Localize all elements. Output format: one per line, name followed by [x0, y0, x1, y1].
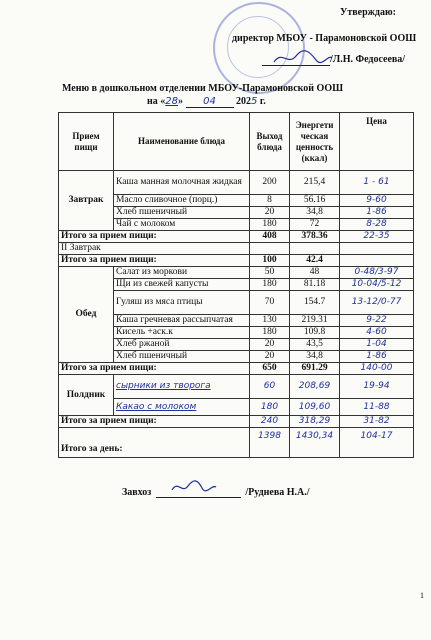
- dish-energy: 34,8: [290, 207, 340, 219]
- date-month: 04: [186, 96, 234, 108]
- total-output: 240: [250, 416, 290, 428]
- total-price: 22-35: [340, 231, 414, 243]
- total-price: 31-82: [340, 416, 414, 428]
- dish-energy: 109,60: [290, 399, 340, 416]
- total-energy: 691.29: [290, 363, 340, 375]
- dish-price: 1-86: [340, 207, 414, 219]
- dish-output: 20: [250, 207, 290, 219]
- dish-energy: 208,69: [290, 375, 340, 399]
- dish-name: Какао с молоком: [114, 399, 250, 416]
- day-total-price: 104-17: [340, 428, 414, 458]
- header-price: Цена: [340, 113, 414, 171]
- total-output: 650: [250, 363, 290, 375]
- footer-name: /Руднева Н.А./: [245, 487, 310, 498]
- total-label: Итого за прием пищи:: [59, 363, 250, 375]
- dish-energy: 109.8: [290, 327, 340, 339]
- dish-price: 0-48/3-97: [340, 267, 414, 279]
- table-row: [59, 243, 414, 255]
- total-label: Итого за прием пищи:: [59, 231, 250, 243]
- dish-energy: 56.16: [290, 195, 340, 207]
- dish-energy: 72: [290, 219, 340, 231]
- dish-output: 8: [250, 195, 290, 207]
- meal-snack: Полдник: [59, 375, 114, 416]
- table-total-row: [59, 363, 414, 375]
- dish-name: Хлеб ржаной: [114, 339, 250, 351]
- total-price: 140-00: [340, 363, 414, 375]
- dish-output: 180: [250, 279, 290, 291]
- day-total-energy: 1430,34: [290, 428, 340, 458]
- approval-name: /Л.Н. Федосеева/: [330, 54, 406, 65]
- dish-price: 1 - 61: [340, 171, 414, 195]
- header-energy: Энергети ческая ценность (ккал): [290, 113, 340, 171]
- dish-name: сырники из творога: [114, 375, 250, 399]
- table-row: [59, 375, 414, 399]
- table-total-row: [59, 416, 414, 428]
- dish-price: 1-04: [340, 339, 414, 351]
- page-number: 1: [420, 591, 424, 600]
- total-label: Итого за прием пищи:: [59, 416, 250, 428]
- footer-role: Завхоз: [122, 487, 152, 498]
- header-meal: Прием пищи: [59, 113, 114, 171]
- dish-output: 180: [250, 399, 290, 416]
- meal-breakfast: Завтрак: [59, 171, 114, 231]
- dish-name: Каша манная молочная жидкая: [114, 171, 250, 195]
- dish-price: 8-28: [340, 219, 414, 231]
- total-label: Итого за прием пищи:: [59, 255, 250, 267]
- table-day-total-row: [59, 428, 414, 458]
- dish-price: 9-60: [340, 195, 414, 207]
- storekeeper-signature: [170, 478, 218, 496]
- table-row: [59, 171, 414, 195]
- approval-title: Утверждаю:: [340, 7, 396, 18]
- table-header-row: [59, 113, 414, 171]
- dish-output: 70: [250, 291, 290, 315]
- dish-price: 19-94: [340, 375, 414, 399]
- dish-energy: 48: [290, 267, 340, 279]
- dish-name: Хлеб пшеничный: [114, 207, 250, 219]
- dish-energy: 34,8: [290, 351, 340, 363]
- dish-output: 200: [250, 171, 290, 195]
- dish-name: Масло сливочное (порц.): [114, 195, 250, 207]
- dish-energy: 81.18: [290, 279, 340, 291]
- date-day: 28: [165, 96, 178, 107]
- dish-name: Салат из моркови: [114, 267, 250, 279]
- meal-second-breakfast: II Завтрак: [59, 243, 250, 255]
- day-total-output: 1398: [250, 428, 290, 458]
- dish-output: 130: [250, 315, 290, 327]
- menu-title: Меню в дошкольном отделении МБОУ-Парамоновской ООШ: [62, 83, 344, 94]
- dish-name: Щи из свежей капусты: [114, 279, 250, 291]
- table-row: [59, 267, 414, 279]
- dish-output: 20: [250, 351, 290, 363]
- menu-date: на «28» 04 2025 г.: [147, 96, 266, 107]
- dish-price: 13-12/0-77: [340, 291, 414, 315]
- total-energy: 42.4: [290, 255, 340, 267]
- total-energy: 318,29: [290, 416, 340, 428]
- meal-lunch: Обед: [59, 267, 114, 363]
- total-output: 408: [250, 231, 290, 243]
- dish-output: 50: [250, 267, 290, 279]
- dish-price: 9-22: [340, 315, 414, 327]
- dish-name: Кисель +аск.к: [114, 327, 250, 339]
- dish-price: 4-60: [340, 327, 414, 339]
- dish-output: 60: [250, 375, 290, 399]
- dish-energy: 215,4: [290, 171, 340, 195]
- total-output: 100: [250, 255, 290, 267]
- date-year: 5: [251, 96, 258, 107]
- approval-director: директор МБОУ - Парамоновской ООШ: [232, 33, 417, 44]
- dish-energy: 43,5: [290, 339, 340, 351]
- dish-name: Каша гречневая рассыпчатая: [114, 315, 250, 327]
- table-total-row: [59, 255, 414, 267]
- dish-name: Гуляш из мяса птицы: [114, 291, 250, 315]
- header-dish: Наименование блюда: [114, 113, 250, 171]
- dish-output: 180: [250, 327, 290, 339]
- total-energy: 378.36: [290, 231, 340, 243]
- day-total-label: Итого за день:: [59, 428, 250, 458]
- dish-energy: 219.31: [290, 315, 340, 327]
- director-signature: [272, 48, 334, 68]
- dish-name: Чай с молоком: [114, 219, 250, 231]
- dish-price: 10-04/5-12: [340, 279, 414, 291]
- dish-price: 11-88: [340, 399, 414, 416]
- dish-output: 180: [250, 219, 290, 231]
- table-total-row: [59, 231, 414, 243]
- dish-energy: 154.7: [290, 291, 340, 315]
- dish-output: 20: [250, 339, 290, 351]
- header-output: Выход блюда: [250, 113, 290, 171]
- dish-price: 1-86: [340, 351, 414, 363]
- menu-table: [58, 112, 414, 458]
- dish-name: Хлеб пшеничный: [114, 351, 250, 363]
